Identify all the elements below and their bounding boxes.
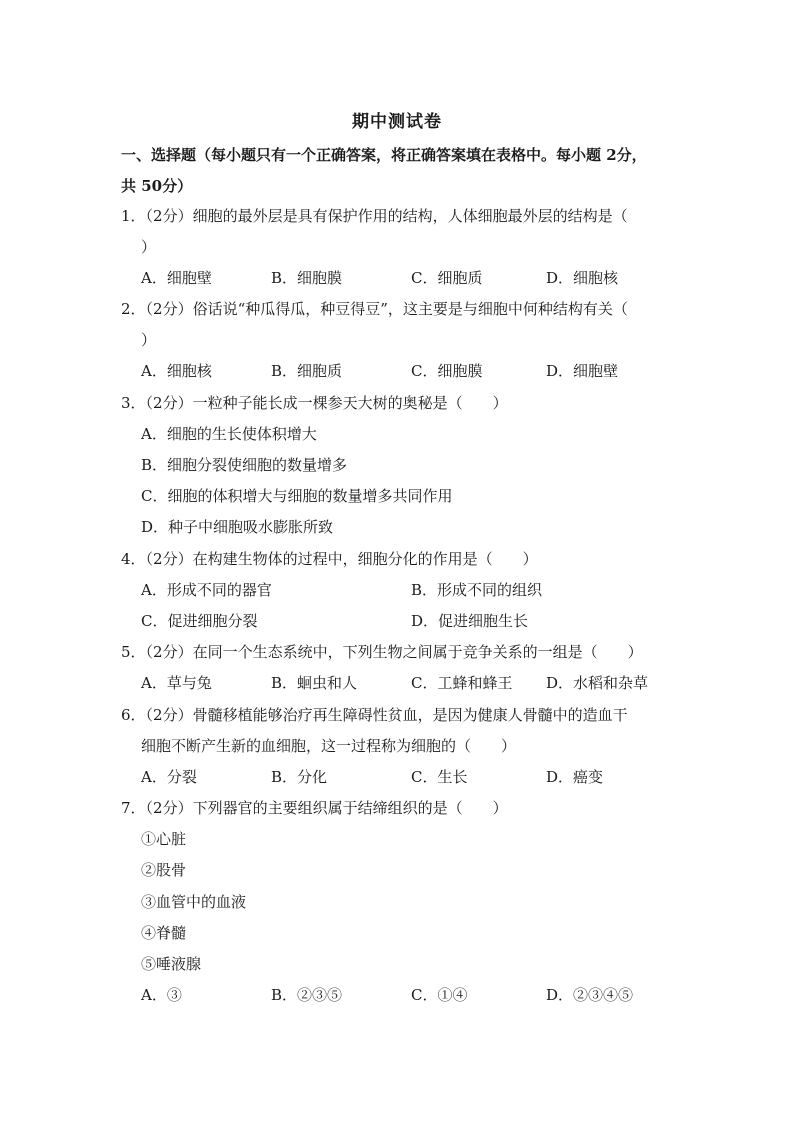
question-7-item-1: ①心脏 [141,830,187,848]
section-heading-line-1: 一、选择题（每小题只有一个正确答案，将正确答案填在表格中。每小题 2分， [121,146,647,164]
question-4-option-a[interactable]: A．形成不同的器官 [141,581,272,599]
question-1-option-c[interactable]: C．细胞质 [411,269,483,287]
question-2-option-c[interactable]: C．细胞膜 [411,362,483,380]
question-1-stem-cont: ） [141,238,157,256]
question-1-option-d[interactable]: D．细胞核 [546,269,619,287]
question-6-option-c[interactable]: C．生长 [411,768,468,786]
question-7-item-5: ⑤唾液腺 [141,955,202,973]
question-4-option-b[interactable]: B．形成不同的组织 [411,581,543,599]
question-4-option-c[interactable]: C．促进细胞分裂 [141,612,258,630]
question-6-option-b[interactable]: B．分化 [271,768,328,786]
question-5-stem: 5．（2分）在同一个生态系统中，下列生物之间属于竞争关系的一组是（ ） [121,643,643,661]
question-2-stem: 2．（2分）俗话说“种瓜得瓜，种豆得豆”，这主要是与细胞中何种结构有关（ [121,300,628,318]
question-7-item-3: ③血管中的血液 [141,893,247,911]
question-6-stem-cont: 细胞不断产生新的血细胞，这一过程称为细胞的（ ） [141,737,517,755]
question-7-option-a[interactable]: A．③ [141,986,182,1004]
question-7-option-d[interactable]: D．②③④⑤ [546,986,634,1004]
section-heading-line-2: 共 50分） [121,177,193,195]
question-3-option-b[interactable]: B．细胞分裂使细胞的数量增多 [141,456,348,474]
question-2-option-d[interactable]: D．细胞壁 [546,362,619,380]
question-7-item-2: ②股骨 [141,861,187,879]
question-6-stem: 6．（2分）骨髓移植能够治疗再生障碍性贫血，是因为健康人骨髓中的造血干 [121,706,628,724]
question-5-option-b[interactable]: B．蛔虫和人 [271,674,358,692]
question-6-option-a[interactable]: A．分裂 [141,768,197,786]
question-4-option-d[interactable]: D．促进细胞生长 [411,612,529,630]
question-1-option-b[interactable]: B．细胞膜 [271,269,343,287]
question-5-option-d[interactable]: D．水稻和杂草 [546,674,649,692]
question-6-option-d[interactable]: D．癌变 [546,768,604,786]
question-1-option-a[interactable]: A．细胞壁 [141,269,212,287]
question-2-stem-cont: ） [141,331,157,349]
question-3-option-d[interactable]: D．种子中细胞吸水膨胀所致 [141,518,334,536]
question-5-option-a[interactable]: A．草与兔 [141,674,212,692]
question-7-stem: 7．（2分）下列器官的主要组织属于结缔组织的是（ ） [121,799,508,817]
question-5-option-c[interactable]: C．工蜂和蜂王 [411,674,513,692]
question-2-option-b[interactable]: B．细胞质 [271,362,343,380]
question-2-option-a[interactable]: A．细胞核 [141,362,212,380]
question-7-option-c[interactable]: C．①④ [411,986,468,1004]
question-3-option-c[interactable]: C．细胞的体积增大与细胞的数量增多共同作用 [141,487,453,505]
page-title: 期中测试卷 [352,112,442,132]
question-7-option-b[interactable]: B．②③⑤ [271,986,343,1004]
question-7-item-4: ④脊髓 [141,924,187,942]
question-3-stem: 3．（2分）一粒种子能长成一棵参天大树的奥秘是（ ） [121,394,508,412]
question-4-stem: 4．（2分）在构建生物体的过程中，细胞分化的作用是（ ） [121,550,538,568]
question-1-stem: 1．（2分）细胞的最外层是具有保护作用的结构，人体细胞最外层的结构是（ [121,207,628,225]
question-3-option-a[interactable]: A．细胞的生长使体积增大 [141,425,317,443]
